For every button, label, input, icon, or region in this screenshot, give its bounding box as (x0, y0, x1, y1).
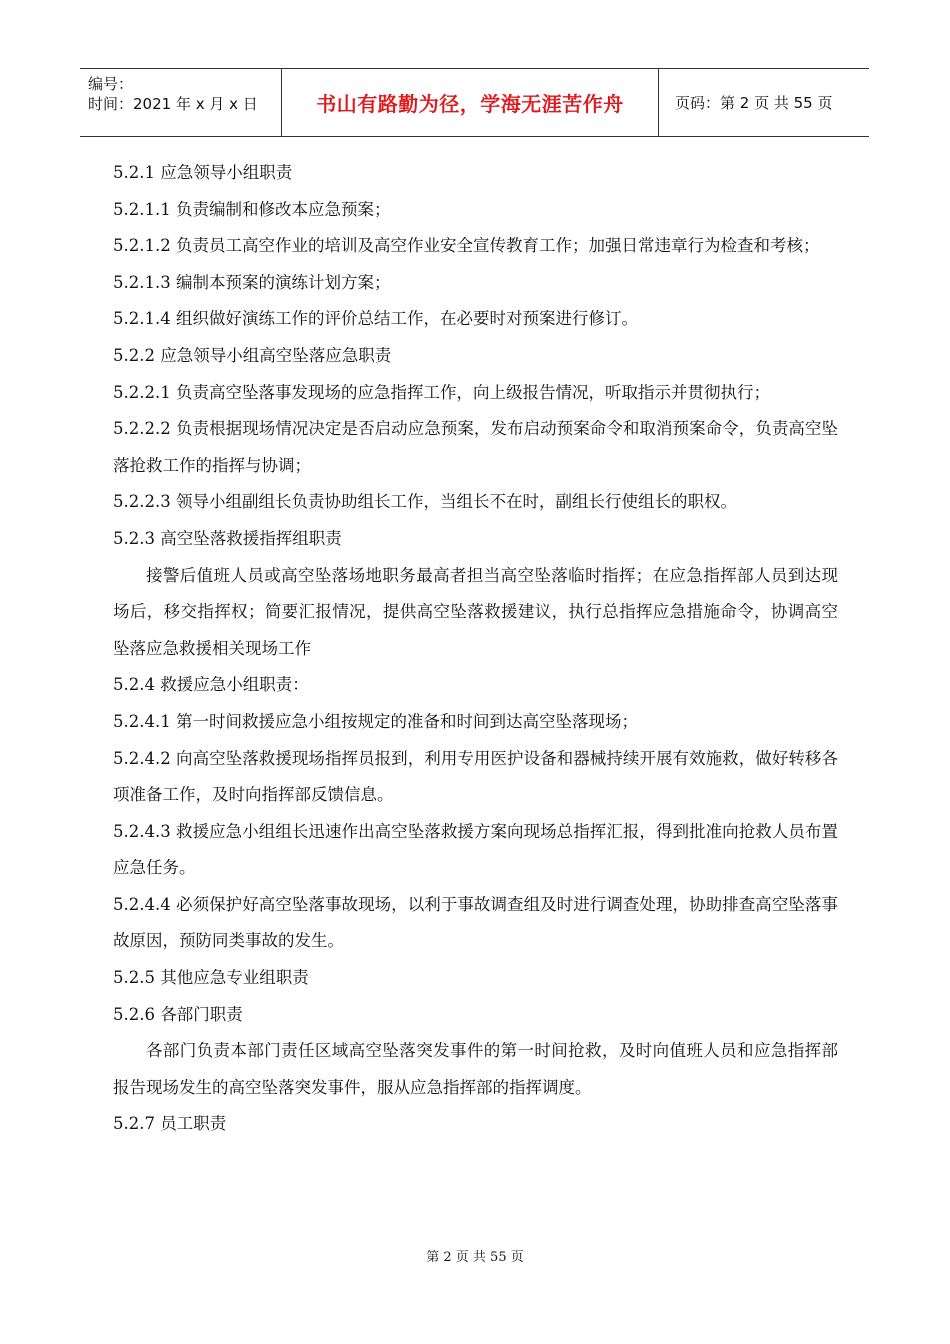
body-paragraph: 5.2.6 各部门职责 (113, 1004, 243, 1024)
body-paragraph: 5.2.2.2 负责根据现场情况决定是否启动应急预案，发布启动预案命令和取消预案命令，负责高空坠落抢救工作的指挥与协调； (113, 419, 838, 475)
body-paragraph: 5.2.5 其他应急专业组职责 (113, 968, 309, 988)
header-page-info-text: 页码：第 2 页 共 55 页 (675, 94, 833, 112)
body-paragraph: 5.2.2.3 领导小组副组长负责协助组长工作，当组长不在时，副组长行使组长的职权。 (113, 492, 737, 512)
body-paragraph: 5.2.1.1 负责编制和修改本应急预案； (113, 199, 391, 219)
page-footer: 第 2 页 共 55 页 (426, 1250, 524, 1265)
document-date-label: 时间：2021 年 x 月 x 日 (88, 95, 258, 113)
header-motto: 书山有路勤为径，学海无涯苦作舟 (281, 69, 659, 136)
document-body (113, 155, 838, 1143)
body-paragraph: 5.2.1.2 负责员工高空作业的培训及高空作业安全宣传教育工作；加强日常违章行为检查和考核； (113, 236, 820, 256)
body-paragraph: 5.2.4.2 向高空坠落救援现场指挥员报到，利用专用医护设备和器械持续开展有效施救，做好转移各项准备工作，及时向指挥部反馈信息。 (113, 748, 838, 805)
body-paragraph: 5.2.4.3 救援应急小组组长迅速作出高空坠落救援方案向现场总指挥汇报，得到批准向抢救人员布置应急任务。 (113, 821, 838, 878)
body-paragraph: 各部门负责本部门责任区域高空坠落突发事件的第一时间抢救，及时向值班人员和应急指挥部报告现场发生的高空坠落突发事件，服从应急指挥部的指挥调度。 (113, 1041, 838, 1097)
header-left-cell (80, 69, 280, 136)
body-paragraph: 5.2.1 应急领导小组职责 (113, 163, 293, 182)
body-paragraph: 5.2.7 员工职责 (113, 1114, 227, 1134)
header-page-info (666, 69, 869, 136)
body-paragraph: 5.2.1.3 编制本预案的演练计划方案； (113, 272, 391, 292)
body-paragraph: 5.2.2.1 负责高空坠落事发现场的应急指挥工作，向上级报告情况，听取指示并贯彻执行； (113, 382, 770, 402)
body-paragraph: 5.2.3 高空坠落救援指挥组职责 (113, 528, 342, 548)
document-number-label: 编号： (88, 75, 134, 93)
body-paragraph: 5.2.1.4 组织做好演练工作的评价总结工作，在必要时对预案进行修订。 (113, 309, 638, 329)
page-header (80, 68, 869, 137)
body-paragraph: 5.2.4.1 第一时间救援应急小组按规定的准备和时间到达高空坠落现场； (113, 711, 638, 731)
body-paragraph: 5.2.2 应急领导小组高空坠落应急职责 (113, 345, 392, 365)
body-paragraph: 5.2.4.4 必须保护好高空坠落事故现场，以利于事故调查组及时进行调查处理，协助排查高空坠落事故原因，预防同类事故的发生。 (113, 894, 838, 951)
body-paragraph: 5.2.4 救援应急小组职责： (113, 675, 309, 695)
body-paragraph: 接警后值班人员或高空坠落场地职务最高者担当高空坠落临时指挥；在应急指挥部人员到达现场后，移交指挥权；简要汇报情况，提供高空坠落救援建议，执行总指挥应急措施命令，协调高空坠落应急救援相关现场工作 (113, 565, 838, 658)
